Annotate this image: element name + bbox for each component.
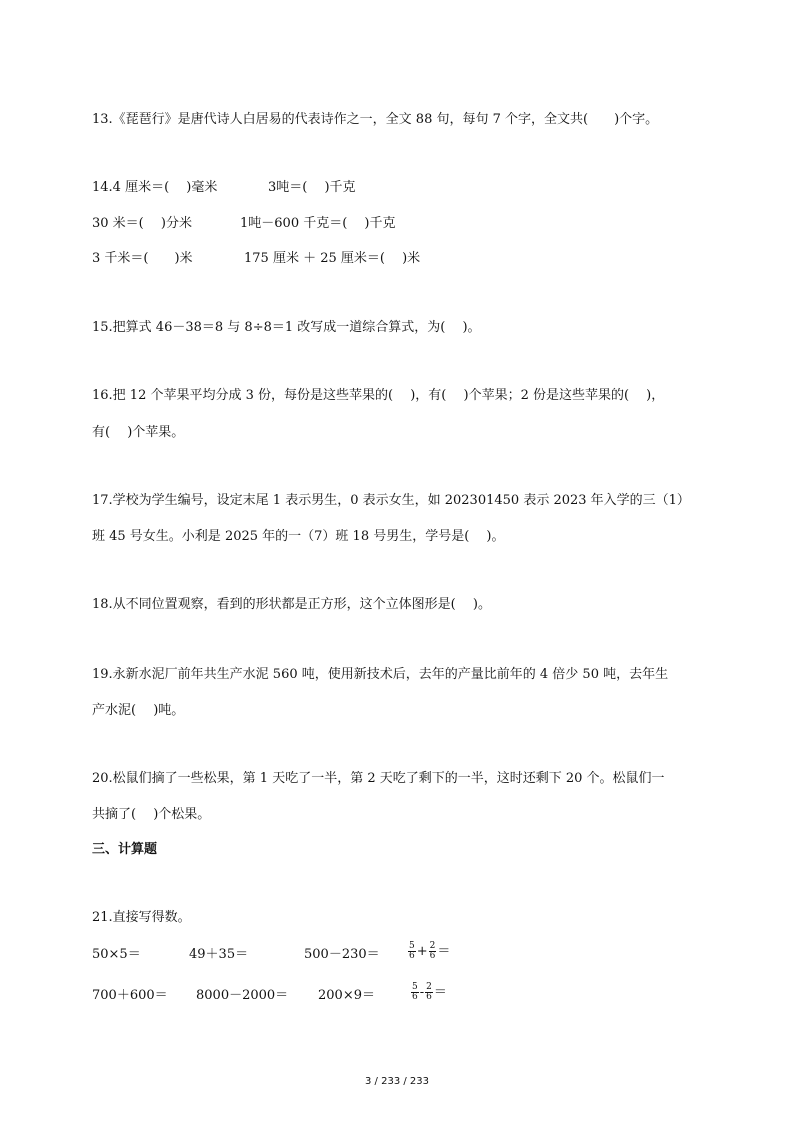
page-number: 3 / 233 / 233 [365,1076,429,1087]
question-20-line-1: 20.松鼠们摘了一些松果，第 1 天吃了一半，第 2 天吃了剩下的一半，这时还剩下 20 个。松鼠们一 [92,771,665,786]
calc-item: 200×9＝ [318,988,375,1003]
plus-operator: + [416,943,428,959]
question-16-line-1: 16.把 12 个苹果平均分成 3 份，每份是这些苹果的( )，有( )个苹果；2 份是这些苹果的( )， [92,388,665,403]
fraction: $\frac{5}{6}$ [412,982,418,1002]
equals-sign: ＝ [437,943,451,959]
q14-r2-c2: 1吨－600 千克＝( )千克 [240,216,396,231]
calc-item: 700＋600＝ [92,988,168,1003]
fraction-expression-2 [411,983,448,1002]
fraction: $\frac{2}{6}$ [429,941,436,961]
question-15: 15.把算式 46－38＝8 与 8÷8＝1 改写成一道综合算式，为( )。 [92,320,481,335]
q14-r2-c1: 30 米＝( )分米 [92,216,192,231]
calc-item: 8000－2000＝ [196,988,289,1003]
question-17-line-2: 班 45 号女生。小利是 2025 年的一（7）班 18 号男生，学号是( )。 [92,529,505,544]
equals-sign: ＝ [433,984,447,1000]
calc-item: 500－230＝ [304,947,380,962]
section-3-heading: 三、计算题 [92,842,158,857]
question-19-line-1: 19.永新水泥厂前年共生产水泥 560 吨，使用新技术后，去年的产量比前年的 4 倍少 50 吨，去年生 [92,667,669,682]
question-17-line-1: 17.学校为学生编号，设定末尾 1 表示男生，0 表示女生，如 202301450 表示 2023 年入学的三（1） [92,493,690,508]
q14-r1-c1: 14.4 厘米＝( )毫米 [92,180,218,195]
question-20-line-2: 共摘了( )个松果。 [92,807,211,822]
q14-r3-c2: 175 厘米 ＋ 25 厘米＝( )米 [244,251,421,266]
q14-r3-c1: 3 千米＝( )米 [92,251,193,266]
fraction: $\frac{2}{6}$ [426,982,432,1002]
q14-r1-c2: 3吨＝( )千克 [268,180,356,195]
question-13: 13.《琵琶行》是唐代诗人白居易的代表诗作之一，全文 88 句，每句 7 个字，全文共( )个字。 [92,112,659,127]
calc-item: 50×5＝ [92,947,141,962]
question-19-line-2: 产水泥( )吨。 [92,703,185,718]
minus-operator: - [419,984,425,1000]
fraction-expression-1 [408,942,451,961]
calc-item: 49＋35＝ [189,947,249,962]
fraction: $\frac{5}{6}$ [409,941,415,961]
question-18: 18.从不同位置观察，看到的形状都是正方形，这个立体图形是( )。 [92,597,491,612]
question-21: 21.直接写得数。 [92,910,191,925]
question-16-line-2: 有( )个苹果。 [92,425,185,440]
